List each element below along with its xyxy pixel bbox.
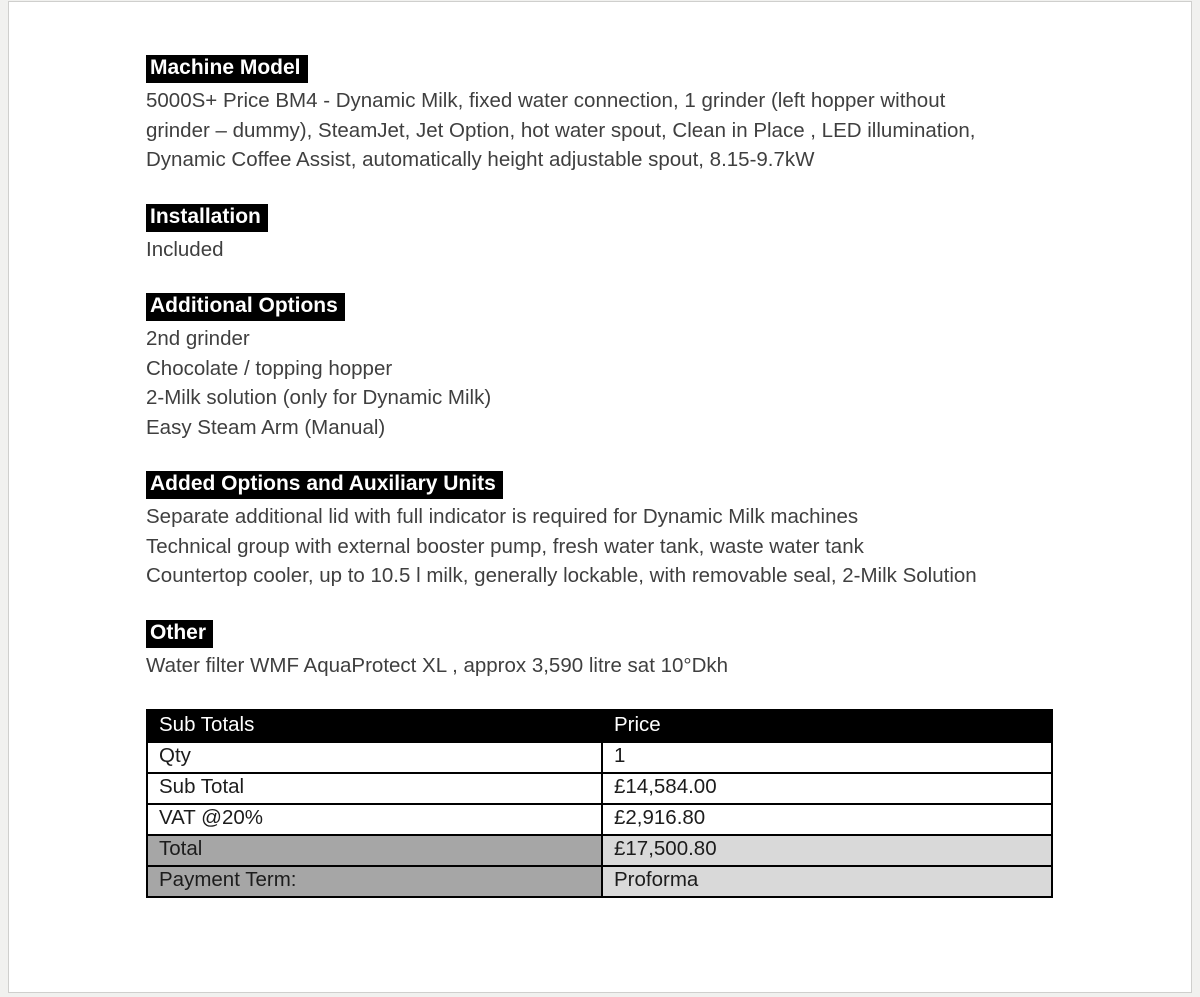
machine-model-heading: Machine Model — [146, 55, 308, 83]
row-value: 1 — [602, 742, 1052, 773]
table-header-price: Price — [602, 710, 1052, 742]
added-option-line: Countertop cooler, up to 10.5 l milk, generally lockable, with removable seal, 2-Milk Solution — [146, 564, 977, 587]
section-added-options-auxiliary-units — [146, 471, 1191, 591]
section-heading-row — [146, 471, 1191, 500]
subtotals-table — [146, 709, 1053, 898]
table-row-qty — [147, 742, 1052, 773]
row-value: £2,916.80 — [602, 804, 1052, 835]
section-heading-row — [146, 293, 1191, 322]
row-value: £17,500.80 — [602, 835, 1052, 866]
section-additional-options — [146, 293, 1191, 442]
additional-option-line: 2-Milk solution (only for Dynamic Milk) — [146, 386, 492, 409]
row-label: Total — [147, 835, 602, 866]
row-label: Payment Term: — [147, 866, 602, 897]
table-header-row — [147, 710, 1052, 742]
machine-model-line: 5000S+ Price BM4 - Dynamic Milk, fixed water connection, 1 grinder (left hopper without — [146, 89, 946, 112]
document-page — [8, 1, 1192, 993]
row-value: Proforma — [602, 866, 1052, 897]
installation-heading: Installation — [146, 204, 268, 232]
machine-model-line: grinder – dummy), SteamJet, Jet Option, hot water spout, Clean in Place , LED illumination, — [146, 118, 976, 142]
added-option-line: Separate additional lid with full indicator is required for Dynamic Milk machines — [146, 505, 859, 528]
section-other — [146, 620, 1191, 681]
additional-option-line: 2nd grinder — [146, 327, 250, 350]
section-heading-row — [146, 55, 1191, 84]
row-label: Qty — [147, 742, 602, 773]
document-content — [9, 2, 1191, 898]
table-row-vat — [147, 804, 1052, 835]
section-heading-row — [146, 620, 1191, 649]
table-header-subtotals: Sub Totals — [147, 710, 602, 742]
row-label: Sub Total — [147, 773, 602, 804]
row-label: VAT @20% — [147, 804, 602, 835]
table-row-total — [147, 835, 1052, 866]
other-line: Water filter WMF AquaProtect XL , approx 3,590 litre sat 10°Dkh — [146, 653, 729, 677]
machine-model-line: Dynamic Coffee Assist, automatically height adjustable spout, 8.15-9.7kW — [146, 148, 815, 171]
table-row-payment-term — [147, 866, 1052, 897]
section-heading-row — [146, 204, 1191, 233]
table-row-subtotal — [147, 773, 1052, 804]
section-machine-model — [146, 55, 1191, 175]
row-value: £14,584.00 — [602, 773, 1052, 804]
added-option-line: Technical group with external booster pump, fresh water tank, waste water tank — [146, 534, 864, 558]
added-options-heading: Added Options and Auxiliary Units — [146, 471, 503, 499]
other-heading: Other — [146, 620, 213, 648]
additional-options-heading: Additional Options — [146, 293, 345, 321]
additional-option-line: Chocolate / topping hopper — [146, 356, 393, 380]
installation-line: Included — [146, 237, 224, 261]
section-installation — [146, 204, 1191, 265]
additional-option-line: Easy Steam Arm (Manual) — [146, 415, 386, 439]
